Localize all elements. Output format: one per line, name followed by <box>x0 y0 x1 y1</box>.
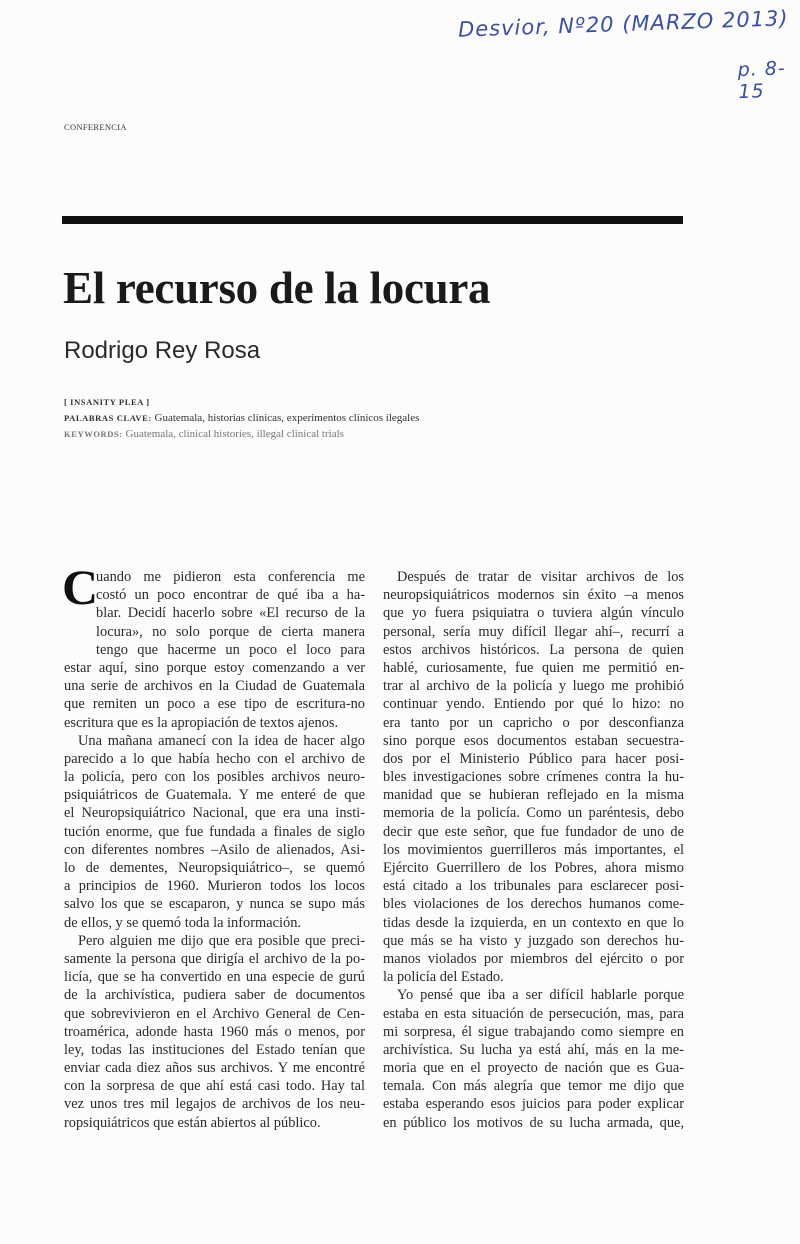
body-text-line: estaba en esta situación de persecución, mas, para <box>383 1005 684 1022</box>
article-metadata <box>64 394 419 442</box>
body-text-line: la policía, pero con los posibles archivos neuro- <box>64 769 365 786</box>
body-text-line: que más se ha visto y juzgado son derechos hu- <box>383 932 684 949</box>
body-column-right <box>383 568 684 1132</box>
body-text-line: era tanto por un capricho o por desconfianza <box>383 714 684 731</box>
title-rule-divider <box>62 216 683 224</box>
body-text-line: personal, sería muy difícil llegar ahí–, recurrí a <box>383 623 684 640</box>
body-text-line: samente la persona que dirigía el archivo de la po- <box>64 950 365 967</box>
body-text-line: estar aquí, sino porque estoy comenzando a ver <box>64 659 365 676</box>
keywords-en-value: Guatemala, clinical histories, illegal clinical trials <box>125 428 344 440</box>
body-text-line: neuropsiquiátricos modernos sin éxito –a menos <box>383 587 684 604</box>
body-text-line: que sobrevivieron en el Archivo General de Cen- <box>64 1005 365 1022</box>
keywords-es-value: Guatemala, historias clínicas, experimentos clínicos ilegales <box>154 412 420 424</box>
body-text-line: que remiten un poco a ese tipo de escritura-no <box>64 696 365 713</box>
body-text-line: uando me pidieron esta conferencia me <box>96 569 365 585</box>
body-text-line: de la archivística, pudiera saber de documentos <box>64 987 365 1004</box>
english-title: [ INSANITY PLEA ] <box>64 397 150 407</box>
body-text-line: salvo los que se escaparon, y nunca se supo más <box>64 896 365 913</box>
body-text-line: vez unos tres mil legajos de archivos de los neu- <box>64 1096 365 1113</box>
body-text-line: ropsiquiátricos que están abiertos al público. <box>64 1114 321 1131</box>
body-text-line: ley, todas las instituciones del Estado tenían que <box>64 1041 365 1058</box>
keywords-es-label: PALABRAS CLAVE: <box>64 413 152 423</box>
body-column-left <box>64 568 365 1132</box>
body-text-line: sino porque esos documentos estaban secuestra- <box>383 732 684 749</box>
body-text-line: los movimientos guerrilleros más importantes, el <box>383 841 684 858</box>
section-label: CONFERENCIA <box>64 122 127 132</box>
handwritten-pages: p. 8-15 <box>737 57 787 104</box>
body-text-line: parecido a lo que había hecho con el archivo de <box>64 750 365 767</box>
body-text-line: psiquiátricos de Guatemala. Y me enteré de que <box>64 787 365 804</box>
body-text-line: archivística. Su lucha ya está ahí, más en la me- <box>383 1041 684 1058</box>
body-text-line: Yo pensé que iba a ser difícil hablarle porque <box>397 987 684 1004</box>
body-text-line: tengo que hacerme un poco el loco para <box>96 641 365 658</box>
body-text-line: continuar yendo. Entiendo por qué lo hizo: no <box>383 696 684 713</box>
body-text-line: escritura que es la apropiación de textos ajenos. <box>64 714 339 731</box>
body-text-line: lo de dementes, Neuropsiquiátrico–, se quemó <box>64 860 365 876</box>
body-text-line: moria que en el proyecto de nación que es Gua- <box>383 1060 684 1077</box>
body-text-line: con diferentes nombres –Asilo de alienados, Asi- <box>64 841 365 858</box>
body-text-line: dos por el Ministerio Público para hacer posi- <box>383 750 684 767</box>
body-text-line: trar al archivo de la policía y luego me prohibió <box>383 678 684 695</box>
body-text-line: de ellos, y se quemó toda la información. <box>64 914 301 931</box>
body-text-line: Después de tratar de visitar archivos de los <box>397 569 684 585</box>
keywords-en-label: KEYWORDS: <box>64 429 123 439</box>
body-text-line: manidad que se hubieran reflejado en la misma <box>383 787 684 804</box>
body-text-line: bles violaciones de los derechos humanos come- <box>383 896 684 913</box>
body-text-line: manos violados por miembros del ejército o por <box>383 950 684 967</box>
handwritten-citation: Desvior, Nº20 (MARZO 2013) <box>457 6 790 42</box>
body-text-line: licía, que se ha convertido en una especie de gurú <box>64 969 365 986</box>
body-text-line: que yo fuera psiquiatra o tuviera algún vínculo <box>383 605 684 622</box>
article-author: Rodrigo Rey Rosa <box>64 337 261 364</box>
body-text-line: la policía del Estado. <box>383 969 504 986</box>
body-text-line: locura», no solo porque de cierta manera <box>96 623 365 640</box>
body-text-line: con la sorpresa de que ahí está casi todo. Hay tal <box>64 1078 365 1095</box>
article-title: El recurso de la locura <box>63 263 491 313</box>
body-text-line: tidas desde la izquierda, en un contexto en que lo <box>383 914 684 931</box>
body-text-line: hablé, curiosamente, fue quien me permitió en- <box>383 659 684 676</box>
body-text-line: blar. Decidí hacerlo sobre «El recurso de la <box>96 605 365 622</box>
body-text-line: Ejército Guerrillero de los Pobres, ahora mismo <box>383 860 684 876</box>
body-text-line: bles investigaciones sobre crímenes contra la hu- <box>383 769 684 786</box>
body-text-line: mi sorpresa, él sigue trabajando como siempre en <box>383 1023 684 1040</box>
body-text-line: temala. Con más alegría que temor me dijo que <box>383 1078 684 1095</box>
body-text-line: memoria de la policía. Como un paréntesis, debo <box>383 805 684 822</box>
keywords-spanish <box>64 410 419 426</box>
body-text-line: Pero alguien me dijo que era posible que preci- <box>78 932 365 949</box>
body-text-line: Una mañana amanecí con la idea de hacer algo <box>78 732 365 749</box>
body-text-line: estos archivos históricos. La persona de quien <box>383 641 684 658</box>
body-text-line: una serie de archivos en la Ciudad de Guatemala <box>64 678 365 695</box>
body-text-line: a principios de 1960. Murieron todos los locos <box>64 878 365 895</box>
body-text-line: tución enorme, que fue fundada a finales de siglo <box>64 823 365 840</box>
body-text-line: decir que este señor, que fue fundador de uno de <box>383 823 684 840</box>
body-text-line: en público los motivos de su lucha armada, que, <box>383 1114 684 1131</box>
body-text-line: enviar cada diez años sus archivos. Y me encontré <box>64 1060 365 1077</box>
body-text-line: el Neuropsiquiátrico Nacional, que era una insti- <box>64 805 365 822</box>
body-text-line: está citado a los tribunales para esclarecer posi- <box>383 878 684 895</box>
body-text-line: troamérica, adonde hasta 1960 más o menos, por <box>64 1023 365 1040</box>
keywords-english <box>64 426 419 442</box>
body-text-line: costó un poco encontrar de qué iba a ha- <box>96 587 365 604</box>
drop-cap: C <box>62 559 99 615</box>
body-text-line: estaba esperando esos juicios para poder explicar <box>383 1096 684 1113</box>
